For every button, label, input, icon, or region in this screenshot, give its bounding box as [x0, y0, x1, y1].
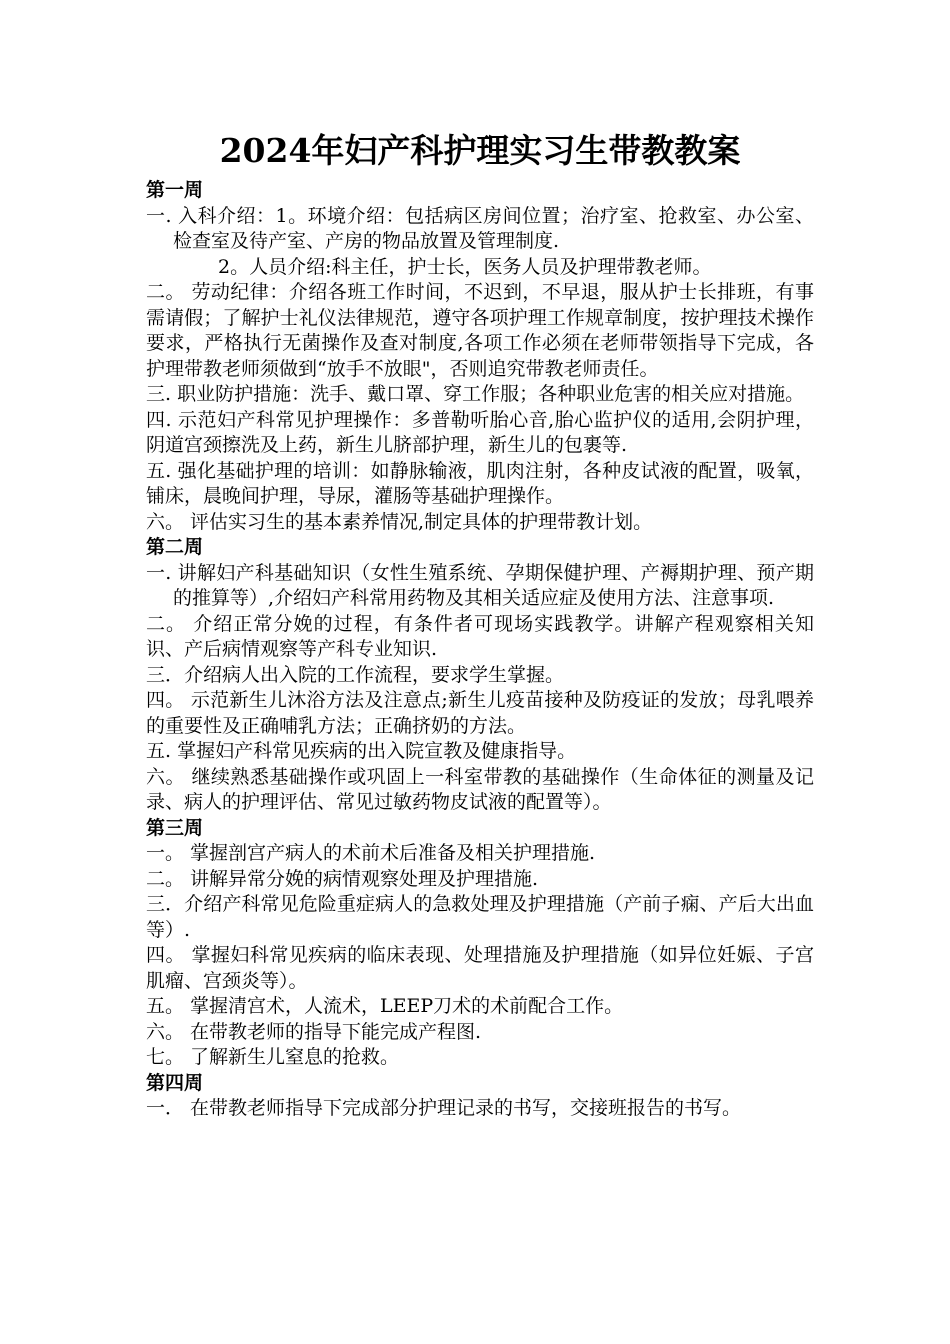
week-1-item-1-sub: 2。人员介绍:科主任，护士长，医务人员及护理带教老师。	[218, 255, 712, 278]
week-1-section	[146, 178, 814, 535]
week-4-heading: 第四周	[146, 1071, 204, 1094]
week-3-heading: 第三周	[146, 816, 204, 839]
week-2-heading: 第二周	[146, 536, 204, 558]
week-2-item-1: 一. 讲解妇产科基础知识（女性生殖系统、孕期保健护理、产褥期护理、预产期的推算等）,介绍妇产科常用药物及其相关适应症及使用方法、注意事项.	[146, 561, 814, 609]
week-1-item-3: 三. 职业防护措施：洗手、戴口罩、穿工作服；各种职业危害的相关应对措施。	[146, 383, 805, 405]
week-3-item-4: 四。 掌握妇科常见疾病的临床表现、处理措施及护理措施（如异位妊娠、子宫肌瘤、宫颈炎等）。	[146, 944, 814, 992]
week-1-item-2: 二。 劳动纪律：介绍各班工作时间，不迟到，不早退，服从护士长排班，有事需请假；了解护士礼仪法律规范，遵守各项护理工作规章制度，按护理技术操作要求，严格执行无菌操作及查对制度,各项工作必须在老师带领指导下完成，各护理带教老师须做到“放手不放眼"，否则追究带教老师责任。	[146, 281, 814, 380]
week-3-section	[146, 816, 814, 1071]
week-1-item-6: 六。 评估实习生的基本素养情况,制定具体的护理带教计划。	[146, 510, 653, 533]
week-1-heading: 第一周	[146, 179, 204, 201]
week-3-item-7: 七。 了解新生儿窒息的抢救。	[146, 1046, 400, 1068]
week-2-section	[146, 535, 814, 816]
week-3-item-1: 一。 掌握剖宫产病人的术前术后准备及相关护理措施.	[146, 842, 596, 864]
week-2-item-6: 六。 继续熟悉基础操作或巩固上一科室带教的基础操作（生命体征的测量及记录、病人的护理评估、常见过敏药物皮试液的配置等）。	[146, 765, 814, 813]
week-3-item-5: 五。 掌握清宫术，人流术，LEEP刀术的术前配合工作。	[146, 995, 624, 1017]
week-1-item-4: 四. 示范妇产科常见护理操作：多普勒听胎心音,胎心监护仪的适用,会阴护理，阴道宫颈擦洗及上药，新生儿脐部护理，新生儿的包裹等.	[146, 408, 814, 456]
week-3-item-3: 三．介绍产科常见危险重症病人的急救处理及护理措施（产前子痫、产后大出血等）.	[146, 893, 814, 941]
document-title: 2024年妇产科护理实习生带教教案	[219, 131, 741, 170]
week-3-item-6: 六。 在带教老师的指导下能完成产程图.	[146, 1020, 482, 1043]
week-1-item-5: 五. 强化基础护理的培训：如静脉输液，肌肉注射，各种皮试液的配置，吸氧，铺床，晨晚间护理，导尿，灌肠等基础护理操作。	[146, 459, 814, 507]
week-2-item-2: 二。 介绍正常分娩的过程，有条件者可现场实践教学。讲解产程观察相关知识、产后病情观察等产科专业知识.	[146, 612, 814, 660]
week-4-section	[146, 1071, 814, 1122]
document-page	[146, 126, 814, 1122]
week-4-item-1: 一． 在带教老师指导下完成部分护理记录的书写，交接班报告的书写。	[146, 1097, 742, 1119]
week-2-item-3: 三．介绍病人出入院的工作流程，要求学生掌握。	[146, 663, 565, 686]
week-3-item-2: 二。 讲解异常分娩的病情观察处理及护理措施.	[146, 867, 539, 890]
week-2-item-5: 五. 掌握妇产科常见疾病的出入院宣教及健康指导。	[146, 740, 577, 762]
week-2-item-4: 四。 示范新生儿沐浴方法及注意点;新生儿疫苗接种及防疫证的发放；母乳喂养的重要性及正确哺乳方法；正确挤奶的方法。	[146, 689, 814, 737]
week-1-item-1: 一. 入科介绍：1。环境介绍：包括病区房间位置；治疗室、抢救室、办公室、检查室及待产室、产房的物品放置及管理制度.	[146, 204, 814, 252]
